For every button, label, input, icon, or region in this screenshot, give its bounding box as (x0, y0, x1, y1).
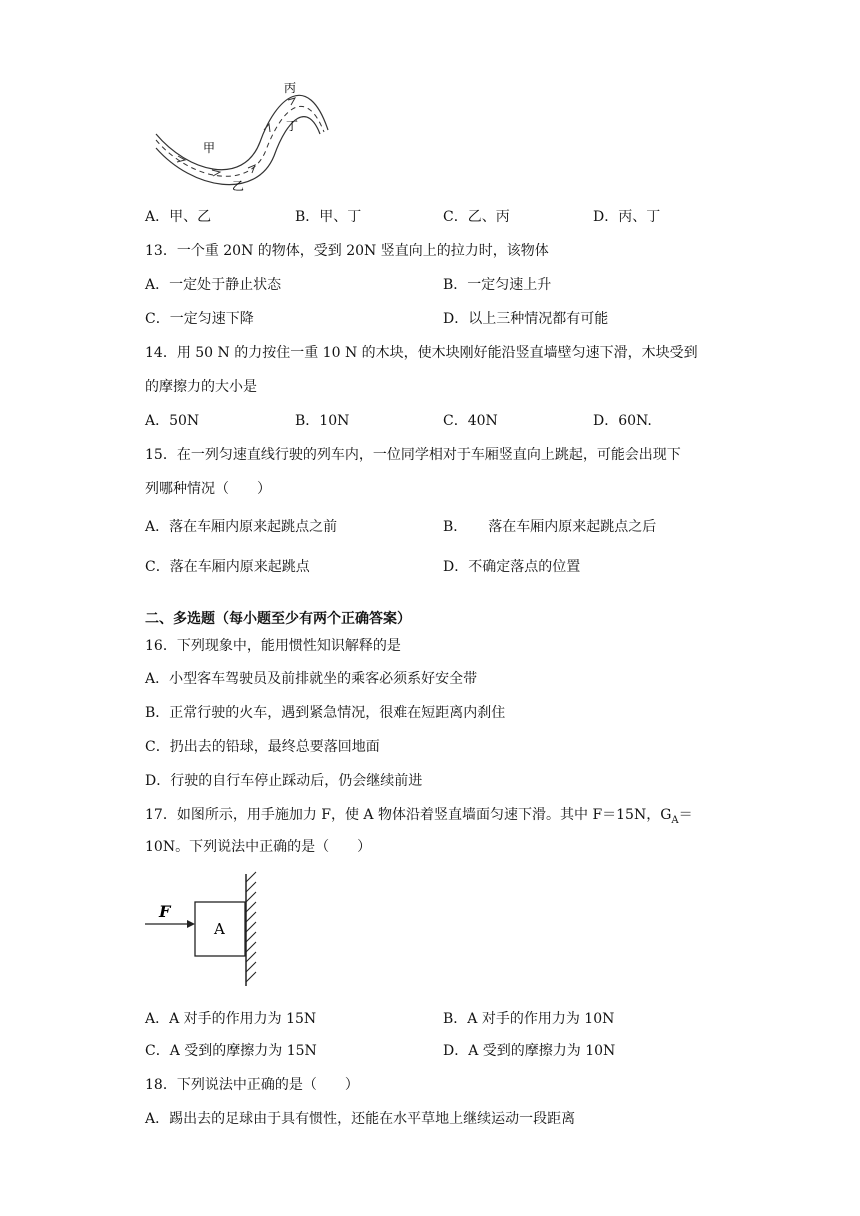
label-bing: 丙 (284, 81, 297, 95)
q15-option-d[interactable]: D．不确定落点的位置 (443, 559, 581, 575)
wall-hatch (246, 872, 256, 982)
q18-option-a[interactable]: A．踢出去的足球由于具有惯性，还能在水平草地上继续运动一段距离 (145, 1111, 576, 1127)
q14-stem-line1: 14．用 50 N 的力按住一重 10 N 的木块，使木块刚好能沿竖直墙壁匀速下滑，木块受到 (145, 345, 698, 361)
q12-option-a[interactable]: A．甲、乙 (145, 209, 212, 225)
section-2-heading: 二、多选题（每小题至少有两个正确答案） (145, 611, 411, 627)
q18-stem: 18．下列说法中正确的是（ ） (145, 1077, 359, 1093)
q17-stem-text: 17．如图所示，用手施加力 F，使 A 物体沿着竖直墙面匀速下滑。其中 F＝15N，G (145, 807, 672, 823)
q17-option-d[interactable]: D．A 受到的摩擦力为 10N (443, 1043, 616, 1059)
q13-option-b[interactable]: B．一定匀速上升 (443, 277, 552, 293)
force-label: F (159, 902, 171, 921)
label-yi: 乙 (232, 179, 245, 192)
q12-option-b[interactable]: B．甲、丁 (295, 209, 362, 225)
q17-stem-end: ＝ (678, 807, 693, 823)
q16-option-d[interactable]: D．行驶的自行车停止踩动后，仍会继续前进 (145, 773, 423, 789)
river-bend-figure (148, 72, 338, 192)
q13-option-a[interactable]: A．一定处于静止状态 (145, 277, 282, 293)
q17-stem-line2: 10N。下列说法中正确的是（ ） (145, 839, 372, 855)
q15-option-b[interactable]: B． 落在车厢内原来起跳点之后 (443, 519, 657, 535)
block-label: A (214, 920, 225, 938)
q12-option-c[interactable]: C．乙、丙 (443, 209, 510, 225)
q14-option-d[interactable]: D．60N. (593, 413, 652, 429)
q13-option-c[interactable]: C．一定匀速下降 (145, 311, 254, 327)
q14-stem-line2: 的摩擦力的大小是 (145, 379, 257, 395)
label-ding: 丁 (286, 119, 299, 133)
q14-option-b[interactable]: B．10N (295, 413, 350, 429)
flow-arrow-2 (212, 170, 220, 176)
label-jia: 甲 (203, 141, 216, 155)
q16-option-a[interactable]: A．小型客车驾驶员及前排就坐的乘客必须系好安全带 (145, 671, 478, 687)
q12-option-d[interactable]: D．丙、丁 (593, 209, 661, 225)
q16-option-b[interactable]: B．正常行驶的火车，遇到紧急情况，很难在短距离内刹住 (145, 705, 506, 721)
flow-arrow-5 (288, 98, 295, 105)
q17-option-c[interactable]: C．A 受到的摩擦力为 15N (145, 1043, 317, 1059)
force-block-wall-figure (143, 870, 273, 990)
q17-option-b[interactable]: B．A 对手的作用力为 10N (443, 1011, 615, 1027)
q17-stem-line1 (145, 805, 693, 831)
q13-stem: 13．一个重 20N 的物体，受到 20N 竖直向上的拉力时，该物体 (145, 243, 549, 259)
q13-option-d[interactable]: D．以上三种情况都有可能 (443, 311, 609, 327)
q15-stem-line2: 列哪种情况（ ） (145, 481, 271, 497)
q16-stem: 16．下列现象中，能用惯性知识解释的是 (145, 638, 401, 654)
q15-option-a[interactable]: A．落在车厢内原来起跳点之前 (145, 519, 338, 535)
q15-stem-line1: 15．在一列匀速直线行驶的列车内，一位同学相对于车厢竖直向上跳起，可能会出现下 (145, 447, 681, 463)
q16-option-c[interactable]: C．扔出去的铅球，最终总要落回地面 (145, 739, 380, 755)
force-arrowhead (187, 920, 195, 928)
q15-option-c[interactable]: C．落在车厢内原来起跳点 (145, 559, 310, 575)
q14-option-a[interactable]: A．50N (145, 413, 200, 429)
q17-subscript: A (671, 814, 679, 826)
q17-option-a[interactable]: A．A 对手的作用力为 15N (145, 1011, 317, 1027)
q14-option-c[interactable]: C．40N (443, 413, 498, 429)
flow-arrow-1 (177, 156, 185, 162)
